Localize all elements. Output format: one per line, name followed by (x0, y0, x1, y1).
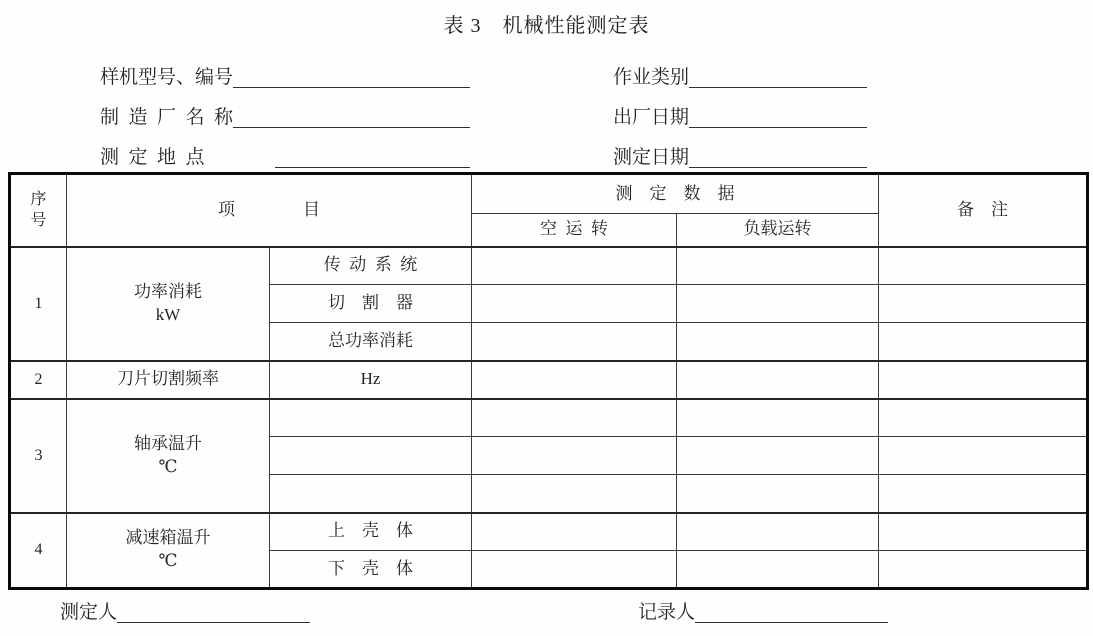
header-item: 项 目 (67, 174, 472, 247)
cell-item: 功率消耗 kW (67, 247, 270, 361)
cell-sub-item: 传 动 系 统 (270, 247, 472, 285)
cell-load-value (677, 247, 879, 285)
measurer-field (60, 600, 310, 623)
sample-model-field (100, 62, 470, 88)
cell-remarks-value (879, 475, 1088, 513)
cell-load-value (677, 285, 879, 323)
cell-sub-item: 切 割 器 (270, 285, 472, 323)
manufacturer-label: 制 造 厂 名 称 (100, 107, 234, 128)
cell-sub-item (270, 399, 472, 437)
measure-date-field (613, 142, 867, 168)
cell-no-load-value (472, 475, 677, 513)
cell-item: 轴承温升 ℃ (67, 399, 270, 513)
table-row (10, 247, 1088, 285)
operation-category-line (689, 61, 867, 88)
manufacturer-line (233, 101, 470, 128)
cell-item: 刀片切割频率 (67, 361, 270, 399)
sample-model-label: 样机型号、编号 (100, 67, 234, 88)
recorder-field (638, 600, 888, 623)
sample-model-line (233, 61, 470, 88)
cell-load-value (677, 551, 879, 589)
cell-load-value (677, 437, 879, 475)
cell-load-value (677, 513, 879, 551)
measure-location-field (100, 142, 470, 168)
cell-sub-item: 下 壳 体 (270, 551, 472, 589)
measure-location-label: 测 定 地 点 (100, 147, 205, 168)
factory-date-field (613, 102, 867, 128)
table-header-row-1 (10, 174, 1088, 214)
cell-sub-item (270, 475, 472, 513)
cell-remarks-value (879, 247, 1088, 285)
cell-seq: 4 (10, 513, 67, 589)
cell-load-value (677, 475, 879, 513)
cell-sub-item (270, 437, 472, 475)
cell-sub-item: Hz (270, 361, 472, 399)
measurer-line (117, 599, 310, 623)
cell-remarks-value (879, 437, 1088, 475)
header-no-load: 空 运 转 (472, 214, 677, 247)
cell-remarks-value (879, 285, 1088, 323)
manufacturer-field (100, 102, 470, 128)
cell-load-value (677, 361, 879, 399)
measure-date-label: 测定日期 (613, 147, 690, 168)
operation-category-label: 作业类别 (613, 67, 690, 88)
cell-remarks-value (879, 323, 1088, 361)
cell-sub-item: 总功率消耗 (270, 323, 472, 361)
header-remarks: 备 注 (879, 174, 1088, 247)
header-load: 负载运转 (677, 214, 879, 247)
cell-no-load-value (472, 437, 677, 475)
recorder-label: 记录人 (638, 602, 696, 623)
factory-date-label: 出厂日期 (613, 107, 690, 128)
cell-load-value (677, 399, 879, 437)
cell-no-load-value (472, 399, 677, 437)
table-row (10, 361, 1088, 399)
mechanical-performance-table (8, 172, 1089, 590)
table-row (10, 513, 1088, 551)
measurer-label: 测定人 (60, 602, 118, 623)
recorder-line (695, 599, 888, 623)
cell-seq: 1 (10, 247, 67, 361)
cell-no-load-value (472, 513, 677, 551)
cell-seq: 2 (10, 361, 67, 399)
header-seq: 序 号 (10, 174, 67, 247)
cell-no-load-value (472, 361, 677, 399)
cell-sub-item: 上 壳 体 (270, 513, 472, 551)
cell-remarks-value (879, 513, 1088, 551)
page-title: 表 3 机械性能测定表 (443, 15, 650, 37)
header-measured-data: 测 定 数 据 (472, 174, 879, 214)
cell-remarks-value (879, 551, 1088, 589)
cell-no-load-value (472, 323, 677, 361)
cell-remarks-value (879, 399, 1088, 437)
measure-date-line (689, 141, 867, 168)
table-row (10, 399, 1088, 437)
factory-date-line (689, 101, 867, 128)
cell-seq: 3 (10, 399, 67, 513)
cell-no-load-value (472, 285, 677, 323)
operation-category-field (613, 62, 867, 88)
cell-no-load-value (472, 247, 677, 285)
cell-remarks-value (879, 361, 1088, 399)
cell-load-value (677, 323, 879, 361)
measure-location-line (275, 141, 470, 168)
cell-item: 减速箱温升 ℃ (67, 513, 270, 589)
cell-no-load-value (472, 551, 677, 589)
